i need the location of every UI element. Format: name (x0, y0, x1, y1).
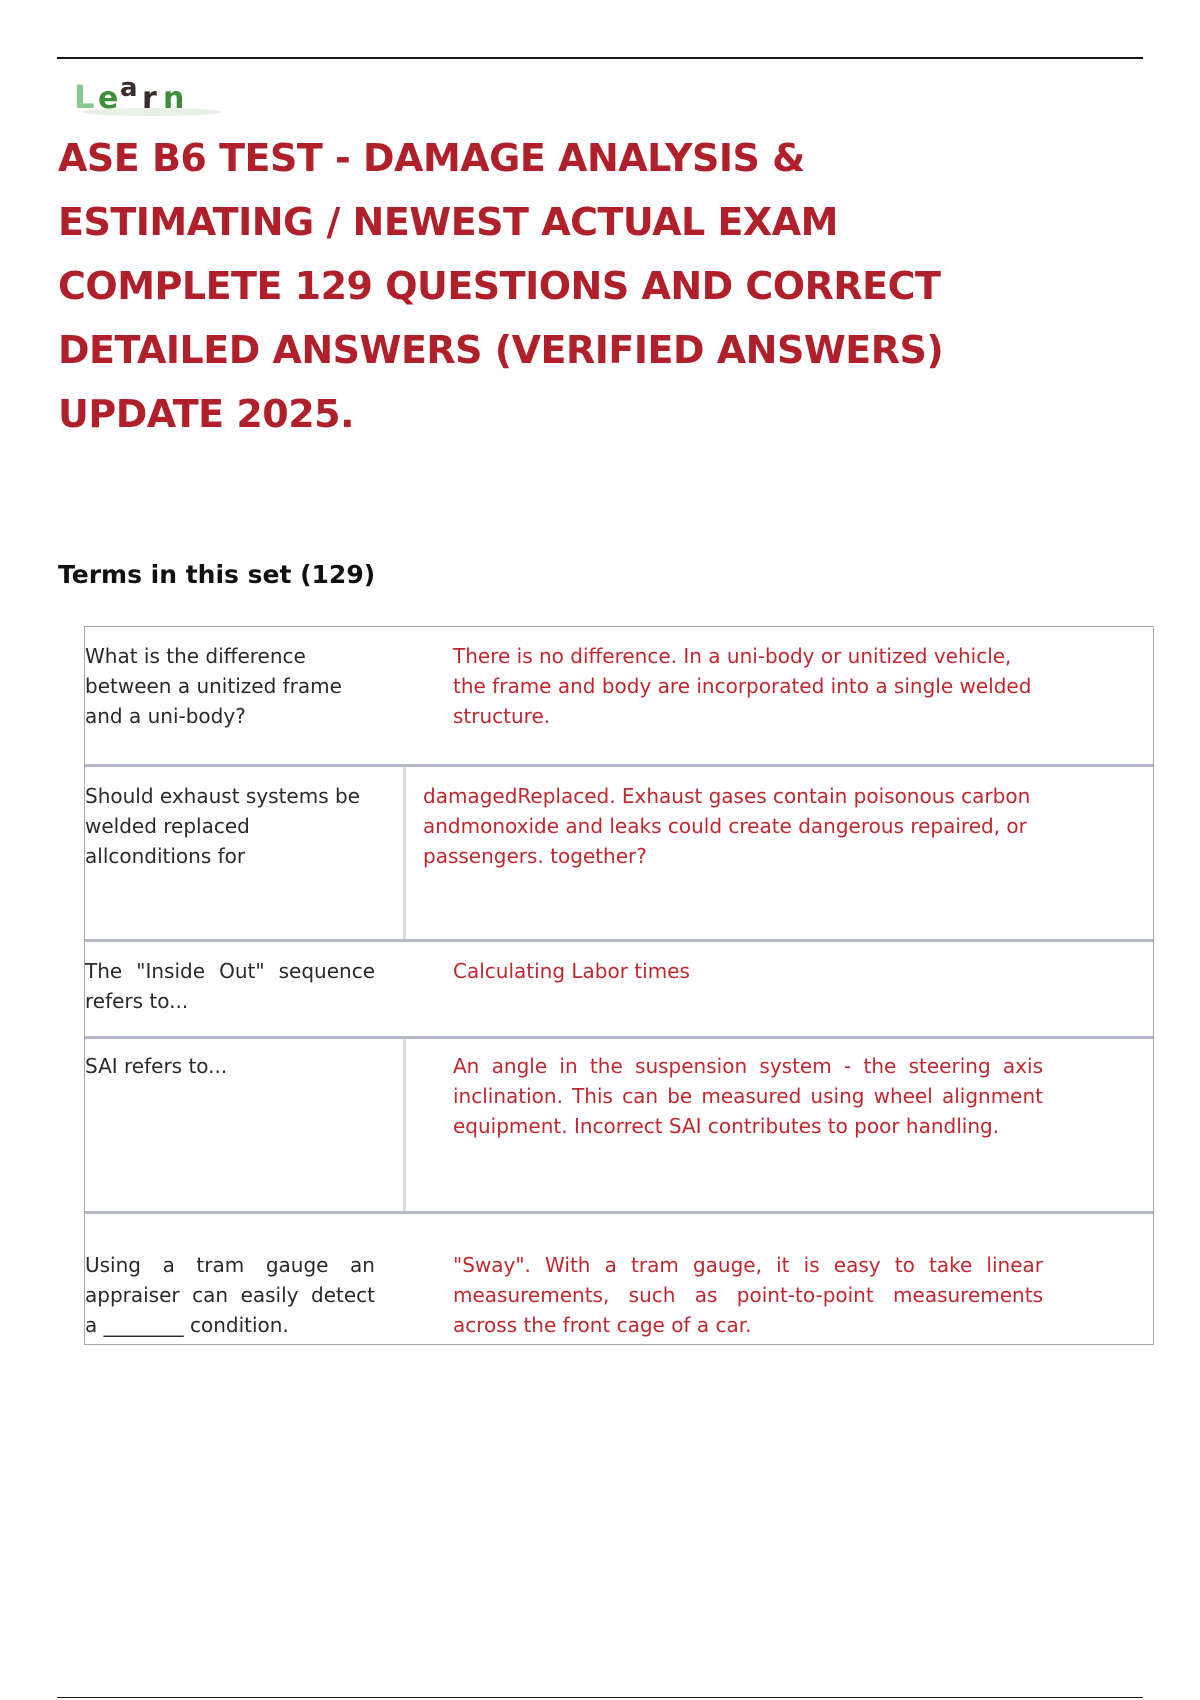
term-answer: Calculating Labor times (453, 959, 690, 983)
document-title (58, 126, 958, 446)
term-row (85, 1036, 1153, 1211)
title-line: COMPLETE 129 QUESTIONS AND CORRECT (58, 264, 941, 308)
term-question: Should exhaust systems be welded replaced allconditions for (85, 784, 360, 868)
terms-heading: Terms in this set (129) (58, 560, 376, 589)
term-question: SAI refers to... (85, 1054, 228, 1078)
svg-text:a: a (120, 73, 138, 103)
svg-text:n: n (163, 81, 185, 116)
term-row (85, 627, 1153, 764)
term-question: Using a tram gauge an appraiser can easily detect a ________ condition. (85, 1253, 375, 1337)
terms-table (84, 626, 1154, 1345)
term-answer: There is no difference. In a uni-body or unitized vehicle, the frame and body are incorporated into a single welded structure. (453, 644, 1032, 728)
term-answer: "Sway". With a tram gauge, it is easy to take linear measurements, such as point-to-point measurements across the front cage of a car. (453, 1253, 1043, 1337)
svg-text:L: L (74, 78, 95, 116)
learn-logo-graphic (72, 72, 232, 120)
column-divider (403, 1039, 406, 1211)
term-row (85, 1211, 1153, 1344)
term-question: The "Inside Out" sequence refers to... (85, 959, 375, 1013)
title-line: UPDATE 2025. (58, 392, 355, 436)
term-answer: An angle in the suspension system - the steering axis inclination. This can be measured using wheel alignment equipment. Incorrect SAI contributes to poor handling. (453, 1054, 1043, 1138)
title-line: DETAILED ANSWERS (VERIFIED ANSWERS) (58, 328, 944, 372)
bottom-rule (57, 1697, 1143, 1698)
title-line: ESTIMATING / NEWEST ACTUAL EXAM (58, 200, 838, 244)
svg-text:e: e (98, 81, 119, 116)
top-rule (57, 57, 1143, 59)
term-row (85, 764, 1153, 939)
svg-text:r: r (142, 81, 157, 116)
title-line: ASE B6 TEST - DAMAGE ANALYSIS & (58, 136, 805, 180)
term-row (85, 939, 1153, 1036)
term-answer: damagedReplaced. Exhaust gases contain poisonous carbon andmonoxide and leaks could create dangerous repaired, or passengers. together? (423, 784, 1031, 868)
term-question: What is the difference between a unitized frame and a uni-body? (85, 644, 342, 728)
column-divider (403, 767, 406, 939)
learn-logo (72, 72, 232, 120)
